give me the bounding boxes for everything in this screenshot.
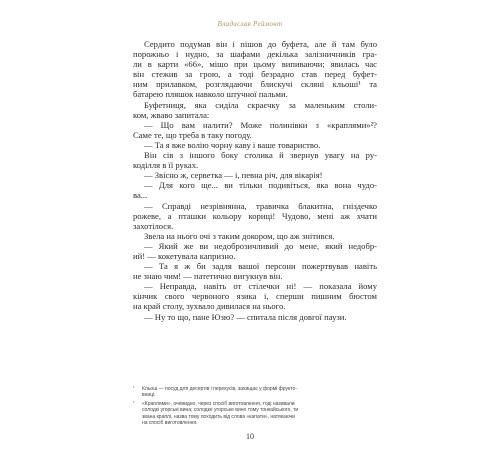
footnote-line: «Краплями», очевидно, через спосіб виготовлення, тоді називали [142,400,295,407]
text-line: порожньо і нудно, за шафами декілька залізничників гра- [133,49,377,60]
page-number: 10 [246,432,254,441]
text-line: — Ну то що, пане Юзю? — спитала після довгої паузи. [144,311,347,322]
footnote-line: на спосіб виготовлення. [142,420,198,427]
main-text [133,39,377,322]
footnote-line: Кльош — посуд для десертів і перекусів, захищає у формі фрукто- [142,386,297,392]
text-line: Саме те, що треба в таку погоду. [133,129,252,140]
text-line: — Неправда, навіть от стілечки ні! — показала йому [144,281,377,292]
text-line: коділля в її руках. [133,160,199,171]
text-line: — Який же ви недоброзичливий до мене, який недобр- [144,240,377,251]
footnote-line: звана краплі, назва тому походить від слова «капати», натякаючи [142,413,295,420]
text-line: не знаю чим! — патетично вигукнув він. [133,271,283,282]
text-line: ним прилавком, розглядаючи блискучі скляні кльоші¹ та [133,79,377,90]
text-line: рожеве, а пташки кольору кориці! Чудово, мені аж хчати [133,210,377,221]
text-line: ий! — кокетувала капризно. [133,250,236,261]
footnote-line: вниці. [142,392,156,399]
footnotes [133,386,377,428]
text-line: на край столу, зухвало дивилася на нього. [133,301,286,312]
text-line: — Та я ж би задля вашої персони пожертвував навіть [144,261,377,272]
text-line: Сердито подумав він і пішов до буфета, але й там було [144,39,377,49]
text-line: — Справді незрівнянна, травичка блакитна, гніздечко [144,200,377,211]
text-line: він стежив за грою, а тоді безрадно став перед буфет- [133,69,377,80]
text-line: Він сів з іншого боку столика й звернув увагу на ру- [144,150,377,161]
text-line: Буфетниця, яка сиділа скраєчку за маленьким столи- [144,99,377,110]
text-line: ком, жваво запитала: [133,109,210,120]
footnote [133,401,377,427]
footnote [133,386,377,399]
text-line: батарею пляшок навколо штучної пальми. [133,89,288,100]
text-line: захотілося. [133,220,174,231]
text-line: Звела на нього очі з таким докором, що аж знітився. [144,230,335,241]
text-line: ва... [133,190,148,201]
text-line: кінчик свого червоного язика і, сперши пишним бюстом [133,291,377,302]
text-line: — Для кого ще... ви тільки подивіться, яка вона чудо- [144,180,377,191]
text-line: — Що вам налити? Може полинівки з «краплями»²? [144,119,377,130]
text-line: — Та я вже волію чорну каву і ваше товариство. [144,139,321,150]
text-line: — Звісно ж, серветка — і, певна річ, для вікарія! [144,170,323,181]
running-header: Владислав Реймонт [217,20,283,28]
footnote-mark: ² [133,399,135,405]
text-line: ли в карти «66», мішо при цьому випиваючи; явилась час [133,59,377,70]
footnote-mark: ¹ [133,385,135,390]
footnote-line: солодкі угорські вина; солодке угорське вино тому тонкайського, ти [142,407,299,414]
